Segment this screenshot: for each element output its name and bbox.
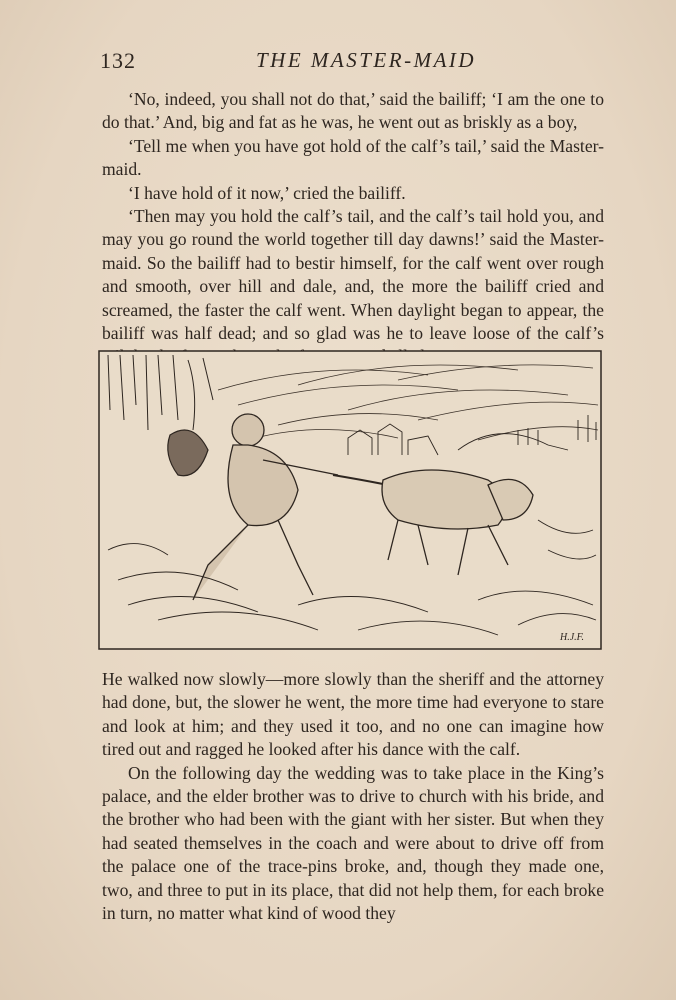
page-header	[100, 48, 610, 78]
lower-text-block	[102, 668, 604, 925]
running-title: THE MASTER-MAID	[256, 48, 477, 72]
page-number: 132	[100, 48, 136, 73]
paragraph: ‘No, indeed, you shall not do that,’ said the bailiff; ‘I am the one to do that.’ And, big and fat as he was, he went out as briskly as a boy,	[102, 89, 604, 133]
paragraph: On the following day the wedding was to take place in the King’s palace, and the elder brother was to drive to church with his bride, and the brother who had been with the giant with her sister. But when they had seated themselves in the coach and were about to drive off from the palace one of the trace-pins broke, and, though they made one, two, and three to put in its place, that did not help them, for each broke in turn, no matter what kind of wood they	[102, 762, 604, 924]
illustration-bailiff-and-calf	[98, 350, 602, 650]
illustrator-signature: H.J.F.	[560, 632, 584, 643]
paragraph: ‘Tell me when you have got hold of the calf’s tail,’ said the Master-maid.	[102, 135, 604, 180]
paragraph: ‘I have hold of it now,’ cried the bailiff.	[128, 182, 406, 203]
paragraph: He walked now slowly—more slowly than the sheriff and the attorney had done, but, the slower he went, the more time had everyone to stare and look at him; and they used it too, and no one can imagine how tired out and ragged he looked after his dance with the calf.	[102, 669, 604, 760]
illustration-drawing	[98, 350, 602, 650]
paragraph: ‘Then may you hold the calf’s tail, and the calf’s tail hold you, and may you go round the world together till day dawns!’ said the Master-maid. So the bailiff had to bestir himself, for the calf went over rough and smooth, over hill and dale, and, the more the bailiff cried and screamed, the faster the calf went. When daylight began to appear, the bailiff was half dead; and so glad was he to leave loose of the calf’s	[102, 206, 604, 344]
upper-text-block	[102, 88, 604, 369]
